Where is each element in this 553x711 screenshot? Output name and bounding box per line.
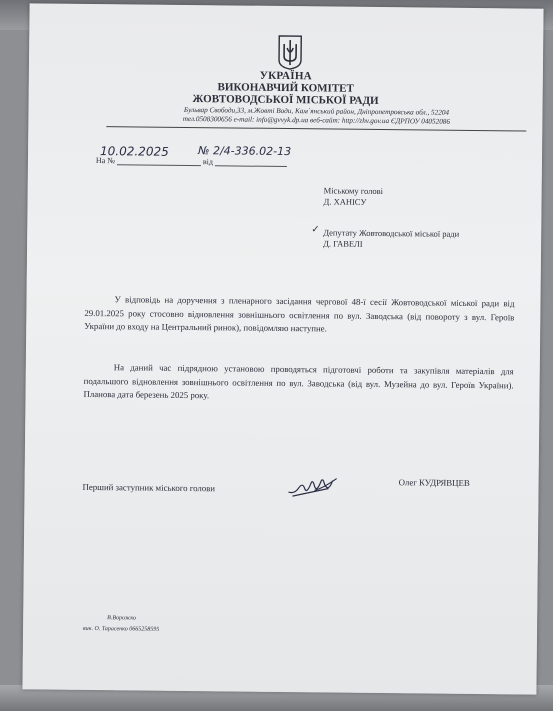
body-paragraph-1: У відповідь на доручення з пленарного засідання чергової 48-ї сесії Жовтоводської міської ради від 29.01.2025 року стосовно відновлення зовнішнього освітлення по вул. Заводська (від повороту з вул. Героїв України до входу на Центральний ринок), повідомляю наступне. (84, 294, 515, 334)
header-country: УКРАЇНА (259, 69, 313, 83)
handwritten-signature (284, 470, 344, 501)
check-mark-icon: ✓ (311, 224, 320, 236)
signatory-position: Перший заступник міського голови (82, 481, 216, 494)
handwritten-number: № 2/4-336.02-13 (198, 144, 292, 159)
addressee1-title: Міському голові (323, 185, 384, 197)
addressee2-title: Депутату Жовтоводської міської ради (323, 227, 460, 239)
header-contact-details: тел.0508300656 e-mail: info@gvvyk.dp.ua веб-сайт: http://zhv.gov.ua ЄДРПОУ 04052086 (182, 114, 451, 126)
header-organization-line1: ВИКОНАВЧИЙ КОМІТЕТ (217, 81, 354, 95)
trident-emblem-icon (277, 34, 303, 70)
header-divider (106, 126, 526, 131)
body-paragraph-2: На даний час підрядною установою проводяться підготовчі роботи та закупівля матеріалів для подальшого відновлення зовнішнього освітлення по вул. Заводська (від вул. Музейна до вул. Героїв України). Планова дата березень 2025 року. (83, 362, 514, 401)
header-organization-line2: ЖОВТОВОДСЬКОЇ МІСЬКОЇ РАДИ (192, 93, 379, 107)
header-address: Бульвар Свободи,33, м.Жовті Води, Кам`янський район, Дніпропетровська обл., 52204 (183, 105, 450, 117)
executor-line2: вик. О. Тарасенко 0665258595 (83, 625, 160, 633)
no-field-line (117, 156, 201, 166)
addressee1-name: Д. ХАНІСУ (323, 196, 367, 207)
handwritten-date: 10.02.2025 (99, 144, 169, 159)
letter-sheet (22, 3, 543, 694)
no-label: На № (95, 156, 115, 166)
addressee2-name: Д. ГАВЕЛІ (323, 238, 363, 249)
header-contacts (106, 105, 526, 127)
executor-line1: В.Ворожко (107, 615, 137, 622)
signatory-name: Олег КУДРЯВЦЕВ (398, 477, 470, 488)
from-label: від (202, 157, 214, 167)
from-field-line (215, 157, 287, 167)
reference-fields (96, 156, 287, 167)
